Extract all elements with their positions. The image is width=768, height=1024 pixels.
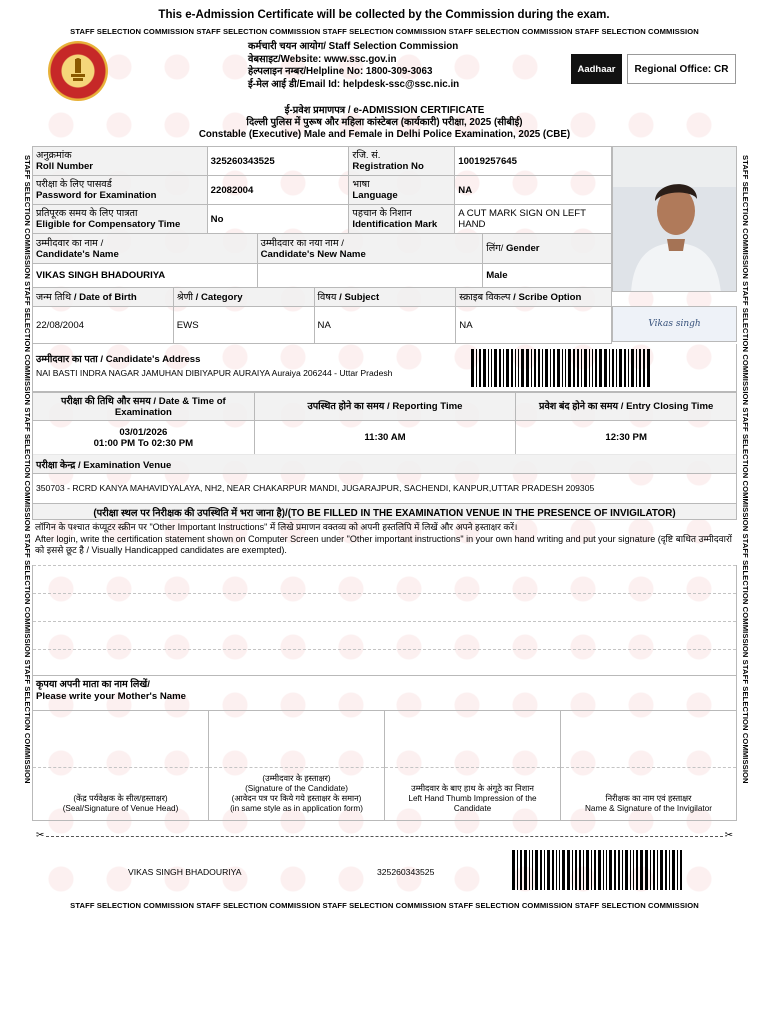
candidate-new-name-label: उम्मीदवार का नया नाम / Candidate's New Name — [257, 234, 483, 264]
barcode-bar — [628, 349, 629, 387]
barcode-bar — [550, 349, 551, 387]
certification-instructions — [35, 522, 735, 557]
barcode-bar — [476, 349, 477, 387]
barcode-bar — [619, 349, 622, 387]
admit-card — [18, 25, 751, 912]
barcode-bar — [483, 349, 486, 387]
barcode-bar — [515, 349, 516, 387]
mother-label-english: Please write your Mother's Name — [36, 690, 186, 702]
scissors-icon: ✂ — [724, 830, 733, 841]
barcode-bar — [631, 349, 634, 387]
venue-label: परीक्षा केन्द्र / Examination Venue — [32, 454, 737, 474]
barcode-bar — [598, 850, 601, 890]
barcode-bar — [616, 349, 617, 387]
address-value: NAI BASTI INDRA NAGAR JAMUHAN DIBIYAPUR AURAIYA Auraiya 206244 - Uttar Pradesh — [36, 368, 393, 378]
mother-label-hindi: कृपया अपनी माता का नाम लिखें/ — [36, 679, 150, 690]
dob-value: 22/08/2004 — [33, 307, 174, 344]
barcode-bar — [639, 349, 641, 387]
barcode-bar — [552, 850, 554, 890]
barcode-bar — [665, 850, 667, 890]
address-barcode — [471, 349, 652, 387]
barcode-bar — [559, 850, 560, 890]
barcode-bar — [630, 850, 631, 890]
barcode-bar — [603, 850, 604, 890]
barcode-bar — [529, 850, 530, 890]
ssc-emblem-icon — [48, 41, 108, 101]
org-name: कर्मचारी चयन आयोग/ Staff Selection Commission — [248, 41, 459, 52]
scribe-label: स्क्राइब विकल्प / Scribe Option — [456, 288, 612, 307]
aadhaar-badge: Aadhaar — [571, 54, 622, 84]
dob-label: जन्म तिथि / Date of Birth — [33, 288, 174, 307]
barcode-bar — [633, 850, 634, 890]
barcode-bar — [565, 349, 566, 387]
title-line-1: ई-प्रवेश प्रमाणपत्र / e-ADMISSION CERTIFICATE — [284, 105, 485, 116]
barcode-bar — [518, 349, 519, 387]
certificate-body — [32, 38, 737, 899]
exam-date-label: परीक्षा की तिथि और समय / Date & Time of Examination — [33, 393, 255, 421]
barcode-bar — [657, 850, 658, 890]
candidate-signature: (उम्मीदवार के हस्ताक्षर) (Signature of the Candidate) (आवेदन पत्र पर किये गये हस्ताक्षर के समान) (in same style as in application form) — [209, 711, 385, 820]
address-section — [32, 344, 737, 392]
password-label: परीक्षा के लिए पासवर्ड Password for Examination — [33, 176, 208, 205]
barcode-bar — [591, 850, 592, 890]
barcode-bar — [538, 349, 540, 387]
stub-barcode — [512, 850, 684, 890]
barcode-bar — [568, 349, 571, 387]
barcode-bar — [521, 349, 524, 387]
barcode-bar — [594, 850, 596, 890]
barcode-bar — [577, 349, 579, 387]
barcode-bar — [672, 850, 675, 890]
border-text-right: STAFF SELECTION COMMISSION STAFF SELECTION COMMISSION STAFF SELECTION COMMISSION STAFF SELECTION COMMISSION STAFF SELECTION COMMISSION — [741, 154, 750, 784]
certificate-title — [32, 105, 737, 142]
barcode-bar — [542, 349, 543, 387]
barcode-bar — [609, 349, 610, 387]
reporting-time-label: उपस्थित होने का समय / Reporting Time — [254, 393, 516, 421]
barcode-bar — [650, 850, 651, 890]
signature-row — [32, 711, 737, 821]
barcode-bar — [520, 850, 522, 890]
idmark-label: पहचान के निशान Identification Mark — [349, 205, 455, 234]
barcode-bar — [562, 349, 563, 387]
instructions-english: After login, write the certification statement shown on Computer Screen under "Other important instructions" in your own hand writing and put your signature (दृष्टि बाधित उम्मीदवारों को इससे छूट है / Visually Handicapped candidates are exempted). — [35, 533, 732, 556]
barcode-bar — [503, 349, 504, 387]
border-text-left: STAFF SELECTION COMMISSION STAFF SELECTION COMMISSION STAFF SELECTION COMMISSION STAFF SELECTION COMMISSION STAFF SELECTION COMMISSION — [23, 154, 32, 784]
barcode-bar — [604, 349, 607, 387]
category-value: EWS — [173, 307, 314, 344]
subject-label: विषय / Subject — [314, 288, 456, 307]
barcode-bar — [579, 850, 581, 890]
candidate-details-table — [32, 146, 612, 234]
barcode-bar — [540, 850, 542, 890]
barcode-bar — [471, 349, 474, 387]
regional-office: Regional Office: CR — [627, 54, 736, 84]
barcode-bar — [660, 850, 663, 890]
org-website: वेबसाइट/Website: www.ssc.gov.in — [248, 53, 397, 65]
barcode-bar — [512, 850, 515, 890]
reg-value: 10019257645 — [455, 147, 612, 176]
reg-label: रजि. सं. Registration No — [349, 147, 455, 176]
org-email: ई-मेल आई डी/Email Id: helpdesk-ssc@ssc.nic.in — [248, 78, 460, 90]
barcode-bar — [562, 850, 565, 890]
barcode-bar — [534, 349, 536, 387]
candidate-name-value: VIKAS SINGH BHADOURIYA — [33, 264, 258, 288]
candidate-name-label: उम्मीदवार का नाम / Candidate's Name — [33, 234, 258, 264]
barcode-bar — [491, 349, 492, 387]
barcode-bar — [584, 349, 587, 387]
barcode-bar — [511, 349, 513, 387]
header — [32, 38, 737, 104]
entry-closing-label: प्रवेश बंद होने का समय / Entry Closing Time — [516, 393, 737, 421]
stub-roll-number: 325260343525 — [377, 867, 435, 877]
dob-table — [32, 287, 612, 344]
mother-name-field — [32, 675, 737, 711]
scissors-icon: ✂ — [36, 830, 45, 841]
barcode-bar — [647, 349, 650, 387]
entry-closing-value: 12:30 PM — [516, 421, 737, 455]
title-line-2: दिल्ली पुलिस में पुरूष और महिला कांस्टेबल (कार्यकारी) परीक्षा, 2025 (सीबीई) — [246, 117, 523, 129]
barcode-bar — [479, 349, 481, 387]
barcode-bar — [517, 850, 518, 890]
barcode-bar — [622, 850, 623, 890]
gender-value: Male — [483, 264, 612, 288]
barcode-bar — [553, 349, 555, 387]
barcode-bar — [494, 349, 497, 387]
barcode-bar — [625, 850, 628, 890]
venue-head-signature: (केंद्र पर्यवेक्षक के सील/हस्ताक्षर) (Seal/Signature of Venue Head) — [33, 711, 209, 820]
barcode-bar — [488, 349, 489, 387]
candidate-photo — [612, 146, 737, 292]
cut-line — [32, 831, 737, 841]
signature-text: Vikas singh — [648, 319, 701, 329]
barcode-bar — [599, 349, 602, 387]
barcode-bar — [636, 349, 637, 387]
barcode-bar — [609, 850, 612, 890]
venue-value: 350703 - RCRD KANYA MAHAVIDYALAYA, NH2, NEAR CHAKARPUR MANDI, JUGARAJPUR, SACHENDI, KANPUR,UTTAR PRADESH 209305 — [32, 474, 737, 504]
exam-date-value: 03/01/2026 01:00 PM To 02:30 PM — [33, 421, 255, 455]
thumb-impression: उम्मीदवार के बाए हाथ के अंगूठे का निशान Left Hand Thumb Impression of the Candidate — [385, 711, 561, 820]
barcode-bar — [556, 850, 557, 890]
barcode-bar — [592, 349, 593, 387]
barcode-bar — [581, 349, 582, 387]
barcode-bar — [595, 349, 597, 387]
collection-notice: This e-Admission Certificate will be collected by the Commission during the exam. — [158, 9, 610, 21]
candidate-signature-image — [612, 306, 737, 342]
barcode-bar — [618, 850, 620, 890]
reporting-time-value: 11:30 AM — [254, 421, 516, 455]
schedule-table — [32, 392, 737, 455]
instructions-hindi: लॉगिन के पश्चात कंप्यूटर स्क्रीन पर "Other Important Instructions" में लिखे प्रमाणन वक्तव्य को अपनी हस्तलिपि में लिखें और अपने हस्ताक्षर करें। — [35, 522, 518, 532]
language-label: भाषा Language — [349, 176, 455, 205]
barcode-bar — [557, 349, 560, 387]
org-helpline: हेल्पलाइन नम्बर/Helpline No: 1800-309-3063 — [248, 66, 433, 78]
title-line-3: Constable (Executive) Male and Female in Delhi Police Examination, 2025 (CBE) — [198, 129, 571, 141]
org-info — [248, 41, 459, 91]
address-label: उम्मीदवार का पता / Candidate's Address — [36, 354, 201, 365]
barcode-bar — [535, 850, 538, 890]
barcode-bar — [545, 349, 548, 387]
barcode-bar — [499, 349, 501, 387]
language-value: NA — [455, 176, 612, 205]
barcode-bar — [531, 349, 532, 387]
roll-value: 325260343525 — [207, 147, 349, 176]
barcode-bar — [586, 850, 589, 890]
invigilator-heading: (परीक्षा स्थल पर निरीक्षक की उपस्थिति में भरा जाना है)/(TO BE FILLED IN THE EXAMINATION VENUE IN THE PRESENCE OF INVIGILATOR) — [32, 504, 737, 520]
barcode-bar — [572, 850, 573, 890]
barcode-bar — [532, 850, 533, 890]
barcode-bar — [669, 850, 670, 890]
barcode-bar — [567, 850, 570, 890]
roll-label: अनुक्रमांक Roll Number — [33, 147, 208, 176]
barcode-bar — [589, 349, 590, 387]
compensatory-label: प्रतिपूरक समय के लिए पात्रता Eligible for Compensatory Time — [33, 205, 208, 234]
barcode-bar — [680, 850, 682, 890]
gender-label: लिंग/ Gender — [483, 234, 612, 264]
name-table — [32, 233, 612, 288]
barcode-bar — [612, 349, 614, 387]
barcode-bar — [583, 850, 584, 890]
barcode-bar — [606, 850, 607, 890]
barcode-bar — [636, 850, 638, 890]
barcode-bar — [645, 850, 648, 890]
border-text-bottom: STAFF SELECTION COMMISSION STAFF SELECTION COMMISSION STAFF SELECTION COMMISSION STAFF SELECTION COMMISSION STAFF SELECTION COMMISSION — [70, 901, 699, 910]
border-text-top: STAFF SELECTION COMMISSION STAFF SELECTION COMMISSION STAFF SELECTION COMMISSION STAFF SELECTION COMMISSION STAFF SELECTION COMMISSION — [70, 27, 699, 36]
candidate-new-name-value — [257, 264, 483, 288]
barcode-bar — [575, 850, 577, 890]
scribe-value: NA — [456, 307, 612, 344]
barcode-bar — [653, 850, 655, 890]
password-value: 22082004 — [207, 176, 349, 205]
idmark-value: A CUT MARK SIGN ON LEFT HAND — [455, 205, 612, 234]
barcode-bar — [526, 349, 529, 387]
barcode-bar — [524, 850, 527, 890]
barcode-bar — [573, 349, 575, 387]
stub-candidate-name: VIKAS SINGH BHADOURIYA — [128, 867, 242, 877]
barcode-bar — [547, 850, 550, 890]
compensatory-value: No — [207, 205, 349, 234]
barcode-bar — [624, 349, 626, 387]
barcode-bar — [677, 850, 678, 890]
barcode-bar — [544, 850, 545, 890]
invigilator-signature: निरीक्षक का नाम एवं हस्ताक्षर Name & Signature of the Invigilator — [561, 711, 736, 820]
barcode-bar — [506, 349, 509, 387]
barcode-bar — [643, 349, 645, 387]
barcode-bar — [614, 850, 616, 890]
barcode-bar — [640, 850, 643, 890]
category-label: श्रेणी / Category — [173, 288, 314, 307]
subject-value: NA — [314, 307, 456, 344]
